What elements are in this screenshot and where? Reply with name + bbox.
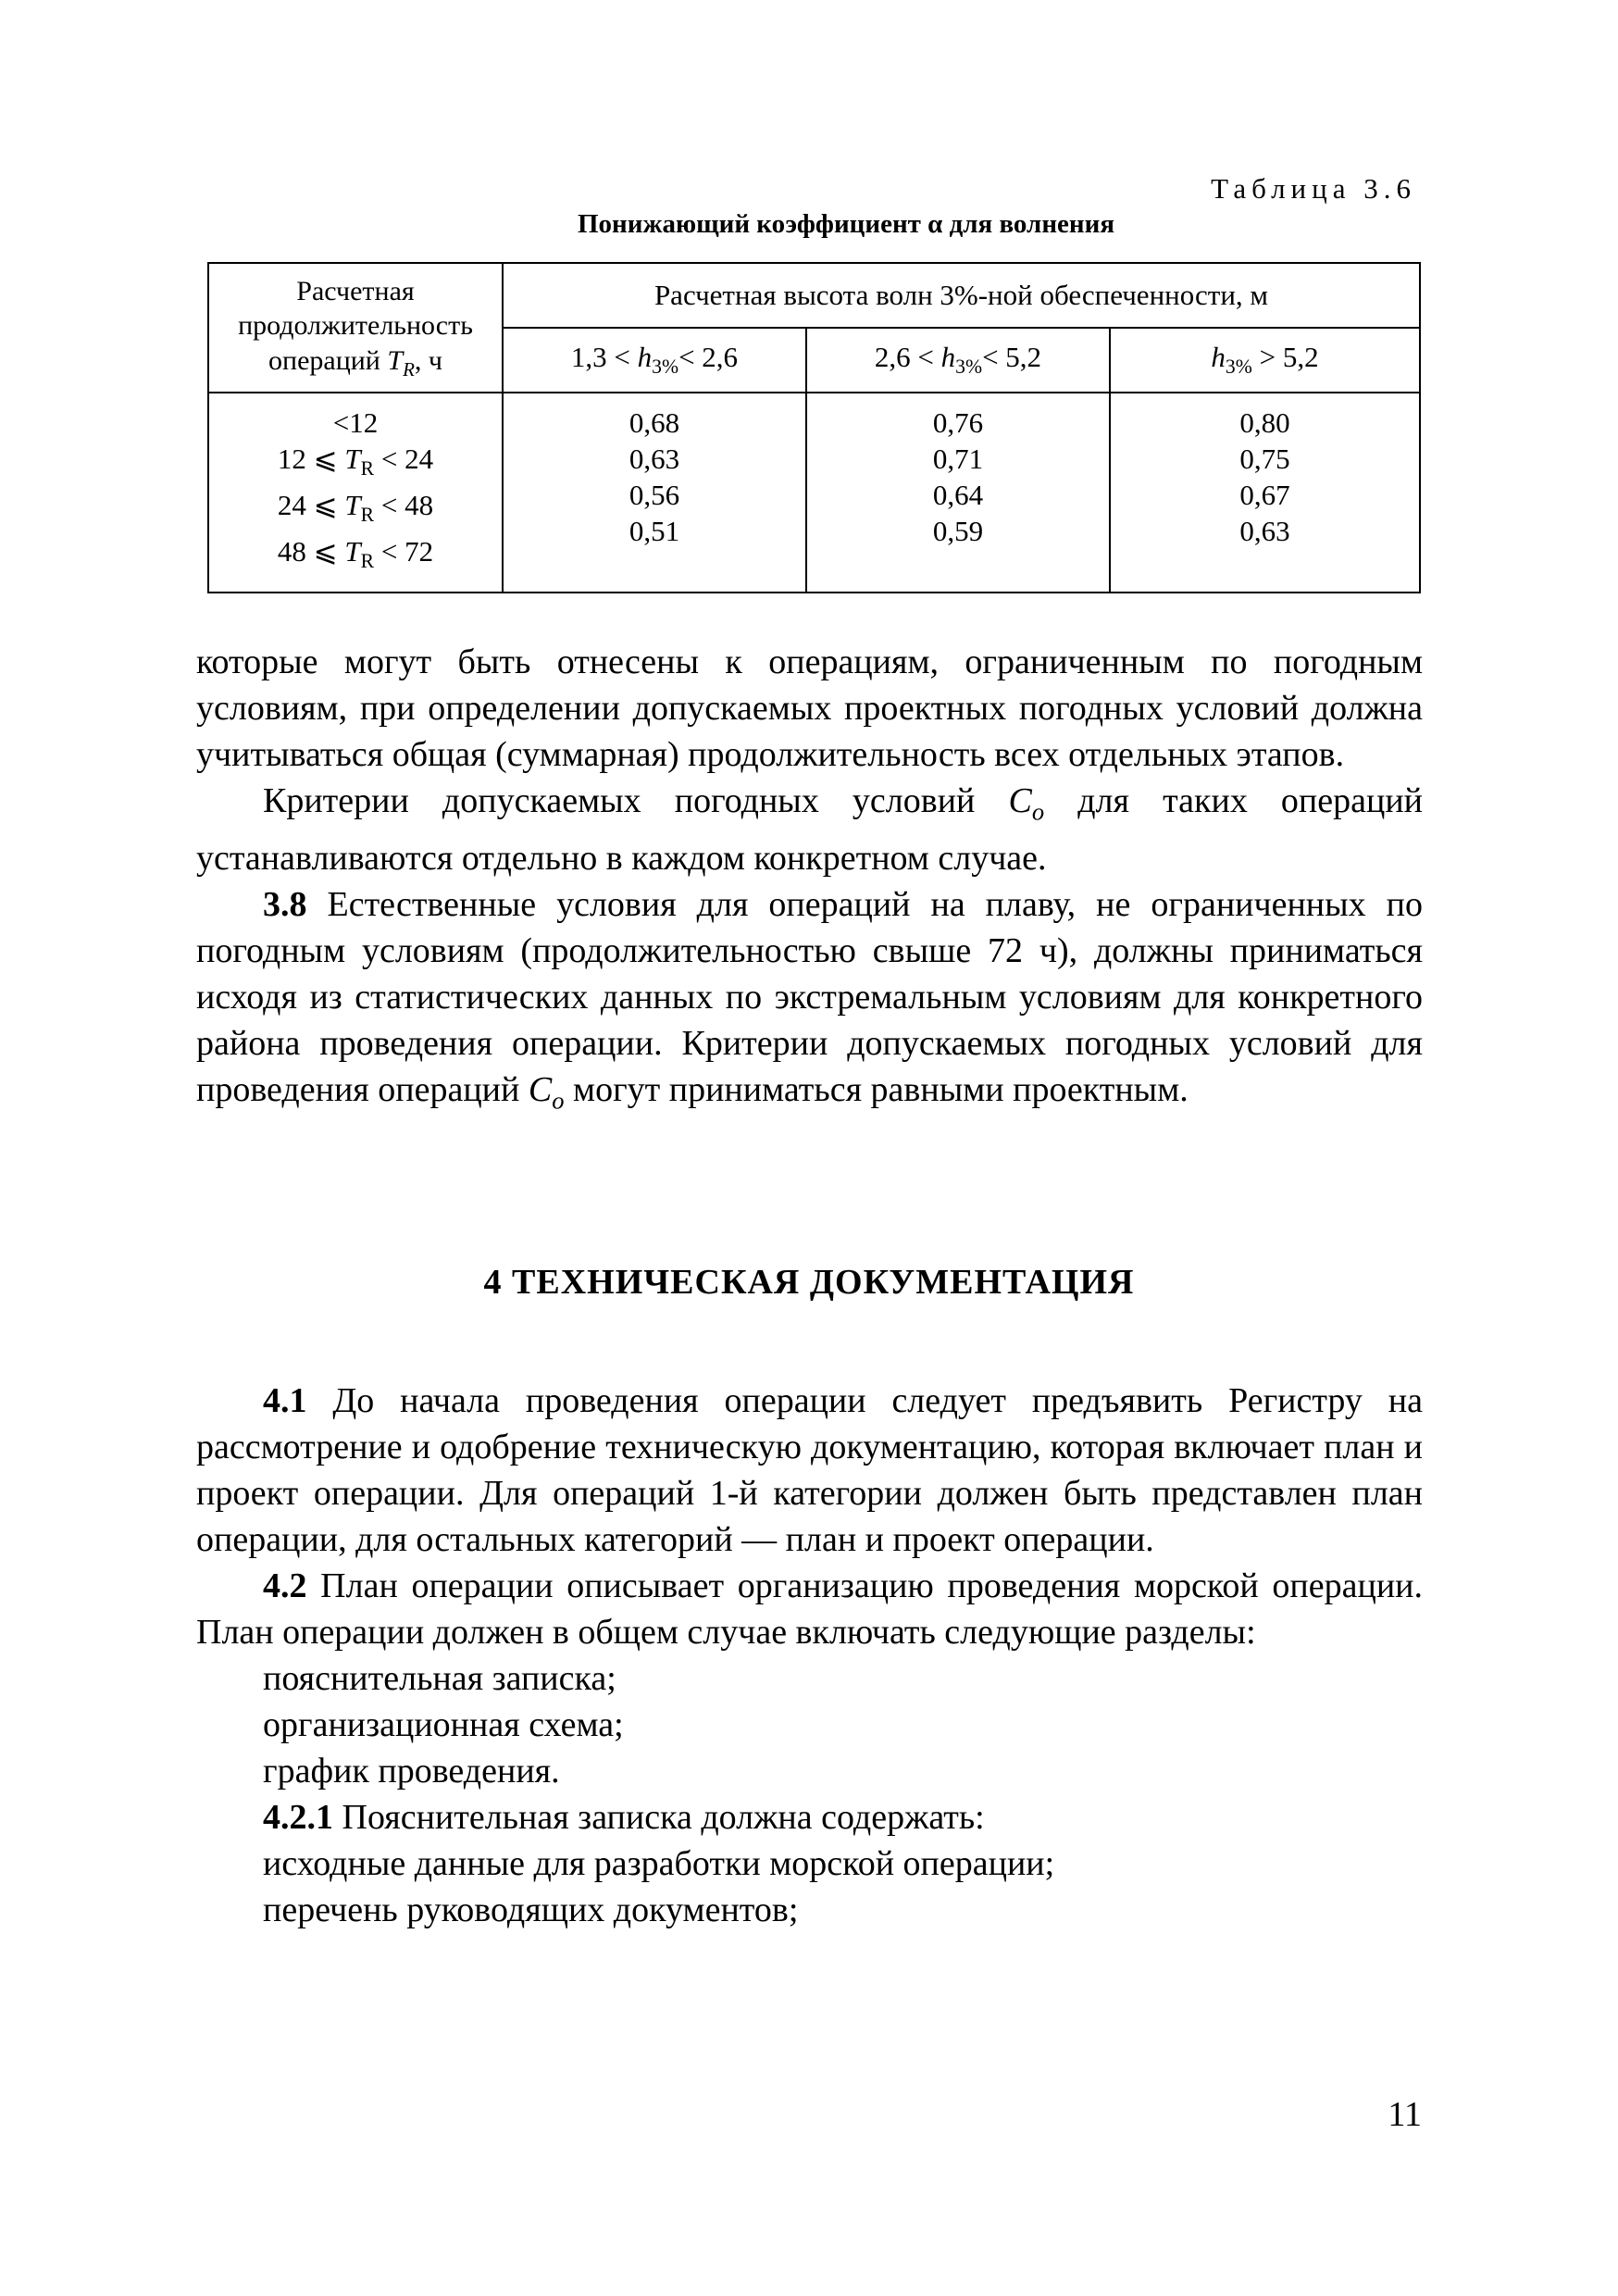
clause-number: 4.1	[263, 1381, 307, 1420]
column-header: $2,6 < h_{3\%}< 5,2$	[806, 328, 1110, 393]
column-header: $h_{3\%} > 5,2$	[1110, 328, 1420, 393]
stub-header-line: Расчетная	[296, 275, 415, 306]
stub-header	[208, 263, 503, 393]
table-value: 0,59	[932, 515, 984, 547]
stub-unit: , ч	[414, 344, 442, 376]
table-value: 0,75	[1239, 443, 1290, 475]
paragraph: Критерии допускаемых погодных условий $C_o$ для таких операций устанавливаются отдельно в каждом конкретном случае.	[196, 781, 1423, 878]
table-value: 0,68	[629, 406, 680, 439]
row-label: 24 ⩽ $T_R < 48$	[277, 489, 434, 527]
stub-header-line: операций	[268, 344, 380, 376]
body-text-upper	[196, 639, 1423, 1123]
values-cell	[503, 393, 806, 593]
row-label: 12 ⩽ $T_R < 24$	[277, 443, 434, 480]
paragraph: 4.2.1 Пояснительная записка должна содержать:	[263, 1798, 985, 1837]
list-item: пояснительная записка;	[263, 1659, 616, 1698]
table-caption: Понижающий коэффициент α для волнения	[577, 209, 1115, 239]
values-cell	[806, 393, 1110, 593]
table-value: 0,71	[932, 443, 984, 475]
table-value: 0,63	[629, 443, 680, 475]
table-value: 0,80	[1239, 406, 1290, 439]
list-item: организационная схема;	[263, 1705, 624, 1744]
values-cell	[1110, 393, 1420, 593]
row-label: 48 ⩽ $T_R < 72$	[277, 535, 434, 573]
stub-symbol: T	[387, 344, 404, 376]
table-label: Таблица 3.6	[1211, 172, 1416, 205]
list-item: график проведения.	[263, 1752, 560, 1791]
row-label: <12	[332, 406, 379, 439]
table-value: 0,67	[1239, 479, 1290, 511]
table-value: 0,64	[932, 479, 984, 511]
table-value: 0,51	[629, 515, 680, 547]
stub-header-line: продолжительность	[238, 310, 473, 342]
group-header: Расчетная высота волн 3%-ной обеспеченности, м	[503, 263, 1420, 328]
clause-number: 3.8	[263, 884, 307, 924]
paragraph: 4.1 До начала проведения операции следует предъявить Регистру на рассмотрение и одобрение техническую документацию, которая включает план и проект операции. Для операций 1-й категории должен быть представлен план операции, для остальных категорий — план и проект операции.	[196, 1381, 1423, 1559]
paragraph: которые могут быть отнесены к операциям, ограниченным по погодным условиям, при определении допускаемых проектных погодных условий должна учитываться общая (суммарная) продолжительность всех отдельных этапов.	[196, 643, 1423, 774]
column-header: $1,3 < h_{3\%}< 2,6$	[503, 328, 806, 393]
list-item: исходные данные для разработки морской операции;	[263, 1844, 1055, 1883]
section-heading: 4 ТЕХНИЧЕСКАЯ ДОКУМЕНТАЦИЯ	[483, 1263, 1135, 1302]
row-labels-cell	[208, 393, 503, 593]
clause-number: 4.2	[263, 1566, 307, 1605]
paragraph: 3.8 Естественные условия для операций на плаву, не ограниченных по погодным условиям (продолжительностью свыше 72 ч), должны приниматься исходя из статистических данных по экстремальным условиям для конкретного района проведения операции. Критерии допускаемых погодных условий для проведения операций $C_o$ могут приниматься равными проектным.	[196, 884, 1423, 1115]
clause-number: 4.2.1	[263, 1798, 333, 1837]
table-value: 0,76	[932, 406, 984, 439]
table-value: 0,63	[1239, 515, 1290, 547]
paragraph: 4.2 План операции описывает организацию проведения морской операции. План операции должен в общем случае включать следующие разделы:	[196, 1566, 1423, 1652]
body-text-lower	[196, 1378, 1423, 1933]
page-number: 11	[1388, 2095, 1422, 2134]
stub-symbol-sub: R	[403, 357, 415, 381]
table-value: 0,56	[629, 479, 680, 511]
reduction-coefficient-table	[207, 262, 1421, 593]
list-item: перечень руководящих документов;	[263, 1890, 799, 1929]
